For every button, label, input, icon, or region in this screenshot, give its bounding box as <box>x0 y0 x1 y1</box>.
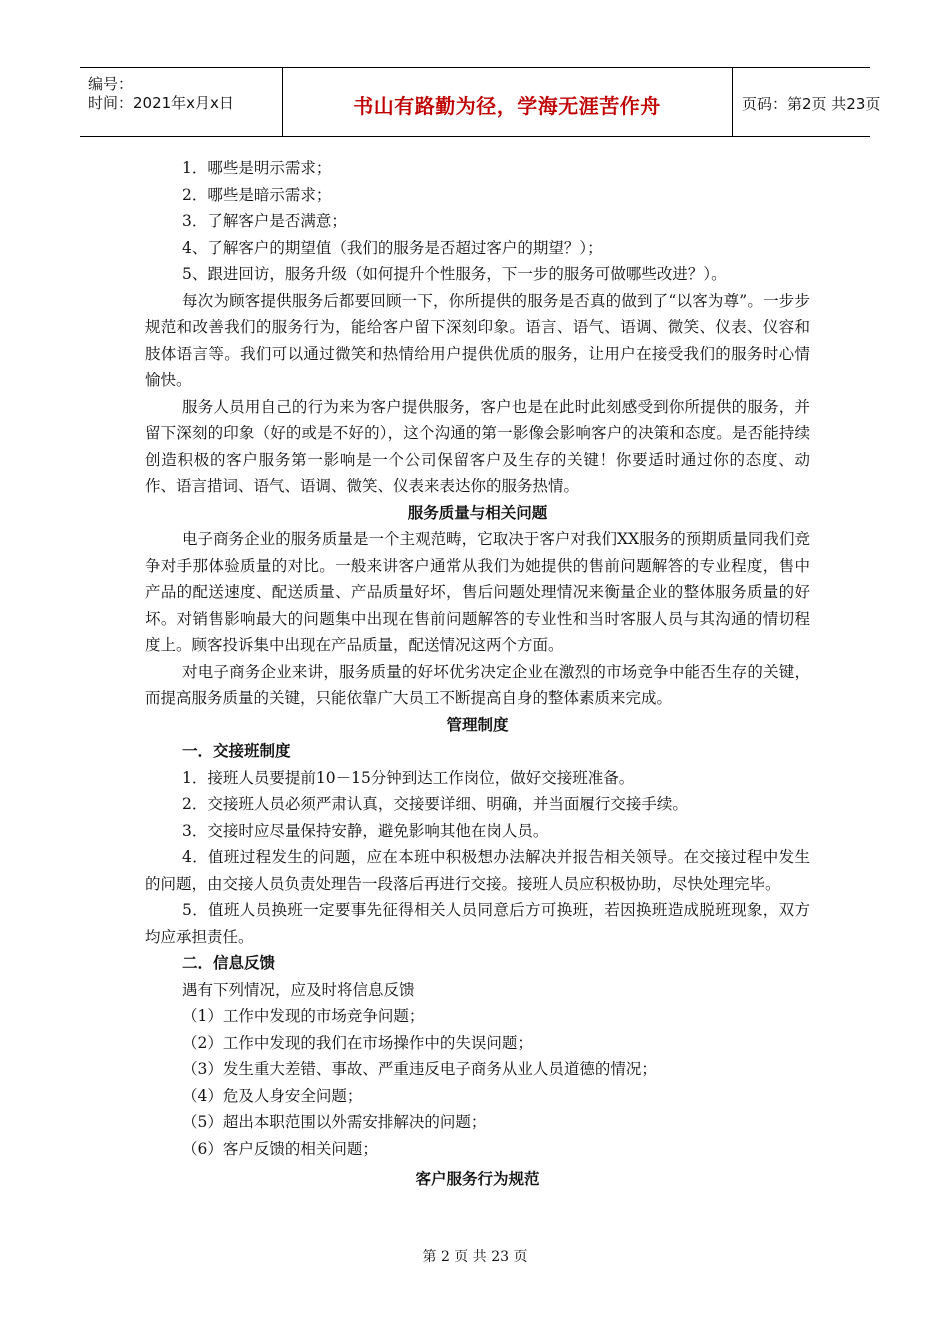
header-motto-cell <box>282 68 733 136</box>
list-item: 4、了解客户的期望值（我们的服务是否超过客户的期望？）； <box>182 238 603 257</box>
paragraph: 电子商务企业的服务质量是一个主观范畴，它取决于客户对我们XX服务的预期质量同我们竞争对手那体验质量的对比。一般来讲客户通常从我们为她提供的售前问题解答的专业程度，售中产品的配送速度、配送质量、产品质量好坏，售后问题处理情况来衡量企业的整体服务质量的好坏。对销售影响最大的问题集中出现在售前问题解答的专业性和当时客服人员与其沟通的情切程度上。顾客投诉集中出现在产品质量，配送情况这两个方面。 <box>145 530 810 654</box>
section-heading: 服务质量与相关问题 <box>407 503 548 522</box>
list-item: 4．值班过程发生的问题，应在本班中积极想办法解决并报告相关领导。在交接过程中发生的问题，由交接人员负责处理告一段落后再进行交接。接班人员应积极协助，尽快处理完毕。 <box>145 848 810 893</box>
list-item: （1）工作中发现的市场竞争问题； <box>182 1007 425 1025</box>
paragraph: 每次为顾客提供服务后都要回顾一下，你所提供的服务是否真的做到了“以客为尊”。一步步规范和改善我们的服务行为，能给客户留下深刻印象。语言、语气、语调、微笑、仪表、仪容和肢体语言等。我们可以通过微笑和热情给用户提供优质的服务，让用户在接受我们的服务时心情愉快。 <box>145 291 810 389</box>
list-item: 5、跟进回访，服务升级（如何提升个性服务，下一步的服务可做哪些改进？）。 <box>182 265 727 283</box>
subsection-heading: 二．信息反馈 <box>182 954 276 972</box>
list-item: 5．值班人员换班一定要事先征得相关人员同意后方可换班，若因换班造成脱班现象，双方均应承担责任。 <box>145 901 810 946</box>
page-footer: 第 2 页 共 23 页 <box>422 1249 528 1265</box>
document-number-label: 编号： <box>88 75 134 93</box>
list-item: 2．交接班人员必须严肃认真，交接要详细、明确，并当面履行交接手续。 <box>182 795 688 813</box>
list-item: 3．交接时应尽量保持安静，避免影响其他在岗人员。 <box>182 821 549 840</box>
document-time-label: 时间：2021年x月x日 <box>88 94 234 112</box>
paragraph: 服务人员用自己的行为来为客户提供服务，客户也是在此时此刻感受到你所提供的服务，并留下深刻的印象（好的或是不好的），这个沟通的第一影像会影响客户的决策和态度。是否能持续创造积极的客户服务第一影响是一个公司保留客户及生存的关键！你要适时通过你的态度、动作、语言措词、语气、语调、微笑、仪表来表达你的服务热情。 <box>145 397 810 495</box>
list-item: （6）客户反馈的相关问题； <box>182 1139 378 1158</box>
list-item: （4）危及人身安全问题； <box>182 1086 363 1105</box>
header-left-cell <box>80 68 283 136</box>
list-item: 1．哪些是明示需求； <box>182 159 332 177</box>
subsection-heading: 一．交接班制度 <box>182 742 291 760</box>
section-heading: 客户服务行为规范 <box>415 1170 540 1188</box>
document-body <box>145 155 810 1193</box>
paragraph: 对电子商务企业来讲，服务质量的好坏优劣决定企业在激烈的市场竞争中能否生存的关键，而提高服务质量的关键，只能依靠广大员工不断提高自身的整体素质来完成。 <box>145 662 810 707</box>
list-item: （2）工作中发现的我们在市场操作中的失误问题； <box>182 1033 533 1052</box>
header-motto: 书山有路勤为径，学海无涯苦作舟 <box>353 94 661 118</box>
page-header <box>80 67 881 137</box>
section-heading: 管理制度 <box>446 715 509 734</box>
list-item: 3．了解客户是否满意； <box>182 212 347 230</box>
header-page-info: 页码：第2页 共23页 <box>742 95 881 113</box>
list-item: （5）超出本职范围以外需安排解决的问题； <box>182 1113 487 1131</box>
header-page-cell <box>732 68 881 136</box>
list-item: 1．接班人员要提前10－15分钟到达工作岗位，做好交接班准备。 <box>182 768 635 787</box>
list-item: （3）发生重大差错、事故、严重违反电子商务从业人员道德的情况； <box>182 1060 657 1078</box>
paragraph: 遇有下列情况，应及时将信息反馈 <box>182 980 415 999</box>
list-item: 2．哪些是暗示需求； <box>182 185 332 204</box>
